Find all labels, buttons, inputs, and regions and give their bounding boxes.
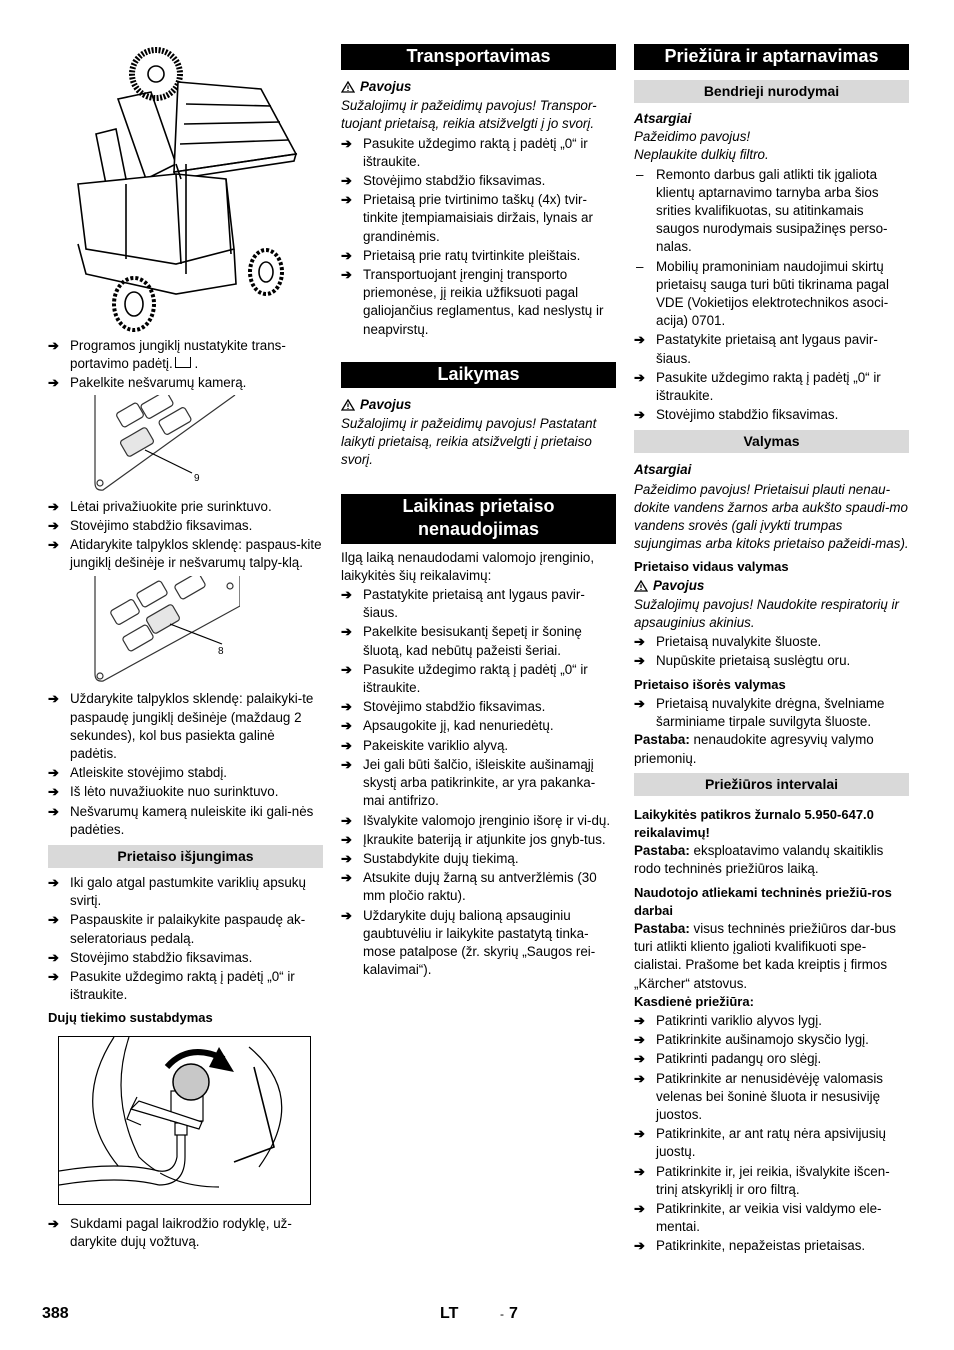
arrow-icon: ➔ — [341, 718, 352, 734]
step: ➔ Įkraukite bateriją ir atjunkite jos gnyb-tus. — [341, 831, 616, 849]
arrow-icon: ➔ — [341, 624, 352, 640]
arrow-icon: ➔ — [341, 850, 352, 866]
step: ➔ Stovėjimo stabdžio fiksavimas. — [48, 517, 323, 535]
step: ➔ Patikrinti variklio alyvos lygį. — [634, 1012, 909, 1030]
step: ➔ Transportuojant įrenginį transporto priemonėse, jį reikia užfiksuoti pagal galiojančius reglamentus, kad neslystų ir neapvirstų. — [341, 267, 604, 337]
arrow-icon: ➔ — [341, 587, 352, 603]
section-separator: - — [500, 1307, 504, 1321]
arrow-icon: ➔ — [341, 699, 352, 715]
arrow-icon: ➔ — [48, 517, 59, 533]
arrow-icon: ➔ — [341, 173, 352, 189]
steps-transport-position — [48, 337, 323, 393]
step: ➔ Sustabdykite dujų tiekimą. — [341, 850, 616, 868]
steps-close-hopper — [48, 690, 323, 839]
danger-label: Pavojus — [341, 396, 616, 414]
danger-label: Pavojus — [634, 577, 909, 595]
logbook-notice: Laikykitės patikros žurnalo 5.950-647.0 reikalavimų! — [634, 806, 874, 840]
step: ➔ Patikrinkite, ar ant ratų nėra apsivijusių juostų. — [634, 1126, 886, 1160]
section-page: 7 — [509, 1305, 518, 1322]
caution-label: Atsargiai — [634, 111, 692, 126]
step: ➔ Stovėjimo stabdžio fiksavimas. — [634, 406, 909, 424]
arrow-icon: ➔ — [634, 1051, 645, 1067]
column-right — [634, 44, 909, 1256]
steps-gas-valve — [48, 1215, 323, 1251]
dash-item: – Mobilių pramoniniam naudojimui skirtų prietaisų sauga turi būti tikrinama pagal VDE (Vokietijos elektrotechnikos asoci-acija) 0701. — [636, 258, 889, 329]
section-heading-storage: Laikymas — [341, 362, 616, 388]
arrow-icon: ➔ — [48, 912, 59, 928]
arrow-icon: ➔ — [634, 1126, 645, 1142]
steps-transport — [341, 135, 616, 339]
arrow-icon: ➔ — [48, 338, 59, 353]
caution-text: Pažeidimo pavojus! Prietaisui plauti nenau-dokite vandens žarnos arba aukšto spaudi-mo vandens srovės (gali įvykti trumpas sujungimas arba kitoks prietaiso pažeidi-mas). — [634, 481, 909, 552]
section-heading-shutdown: Prietaiso išjungimas — [48, 845, 323, 868]
transport-mode-icon — [175, 357, 191, 368]
danger-text: Sužalojimų ir pažeidimų pavojus! Transpor-tuojant prietaisą, reikia atsižvelgti į jo svorį. — [341, 98, 597, 132]
arrow-icon: ➔ — [634, 1012, 645, 1028]
section-heading-decommission: Laikinas prietaiso nenaudojimas — [341, 494, 616, 544]
arrow-icon: ➔ — [634, 653, 645, 669]
steps-approach-collector — [48, 498, 323, 573]
step: ➔ Prietaisą nuvalykite šluoste. — [634, 633, 909, 651]
step: ➔ Pakelkite besisukantį šepetį ir šoninę šluotą, kad nebūtų pažeisti šeriai. — [341, 624, 582, 658]
step: ➔ Atidarykite talpyklos sklendę: paspaus-kite jungiklį dešinėje ir nešvarumų talpy-klą. — [48, 537, 322, 571]
section-heading-general: Bendrieji nurodymai — [634, 80, 909, 103]
step: ➔ Lėtai privažiuokite prie surinktuvo. — [48, 498, 323, 516]
step: ➔ Pasukite uždegimo raktą į padėtį „0“ ir ištraukite. — [341, 135, 588, 169]
step: ➔ Nupūskite prietaisą suslėgtu oru. — [634, 652, 909, 670]
subheading-daily: Kasdienė priežiūra: — [634, 993, 754, 1009]
step: ➔ Paspauskite ir palaikykite paspaudę ak-seleratoriaus pedalą. — [48, 912, 306, 946]
step: ➔ Sukdami pagal laikrodžio rodyklę, už-darykite dujų vožtuvą. — [48, 1215, 292, 1249]
section-heading-transport: Transportavimas — [341, 44, 616, 70]
page-number: 388 — [42, 1305, 69, 1322]
decommission-intro: Ilgą laiką nenaudodami valomojo įrenginio, laikykitės šių reikalavimų: — [341, 549, 595, 583]
arrow-icon: ➔ — [341, 756, 352, 772]
arrow-icon: ➔ — [48, 949, 59, 965]
arrow-icon: ➔ — [634, 695, 645, 711]
step: ➔ Nešvarumų kamerą nuleiskite iki gali-nės padėties. — [48, 803, 314, 837]
arrow-icon: ➔ — [48, 691, 59, 707]
danger-text: Sužalojimų pavojus! Naudokite respiratorių ir apsauginius akinius. — [634, 596, 899, 631]
step: ➔ Pasukite uždegimo raktą į padėtį „0“ ir ištraukite. — [48, 969, 295, 1003]
subheading-gas-shutoff: Dujų tiekimo sustabdymas — [48, 1010, 213, 1026]
caution-label: Atsargiai — [634, 462, 692, 478]
arrow-icon: ➔ — [634, 1163, 645, 1179]
step: ➔ Pastatykite prietaisą ant lygaus pavir-šiaus. — [634, 332, 878, 366]
step: ➔ Iš lėto nuvažiuokite nuo surinktuvo. — [48, 783, 323, 801]
danger-text: Sužalojimų ir pažeidimų pavojus! Pastatant laikyti prietaisą, reikia atsižvelgti į prietaiso svorį. — [341, 416, 597, 468]
control-panel-figure-9 — [90, 395, 323, 495]
step: ➔ Atleiskite stovėjimo stabdį. — [48, 764, 323, 782]
column-left — [48, 44, 323, 1251]
note: Pastaba: visus techninės priežiūros dar-bus turi atlikti kliento įgalioti kvalifikuoti spe-cialistai. Prašome bet kada kreiptis į firmos „Kärcher“ atstovus. — [634, 920, 900, 991]
arrow-icon: ➔ — [341, 661, 352, 677]
arrow-icon: ➔ — [48, 784, 59, 800]
subheading-inner-cleaning: Prietaiso vidaus valymas — [634, 559, 789, 575]
arrow-icon: ➔ — [634, 369, 645, 385]
arrow-icon: ➔ — [48, 498, 59, 514]
gas-valve-illustration — [58, 1036, 311, 1205]
arrow-icon: ➔ — [48, 375, 59, 391]
arrow-icon: ➔ — [48, 765, 59, 781]
caution-line: Pažeidimo pavojus! — [634, 129, 751, 145]
arrow-icon: ➔ — [634, 1238, 645, 1254]
step: ➔ Prietaisą prie tvirtinimo taškų (4x) tvir-tinkite įtempiamaisiais diržais, lynais ar grandinėmis. — [341, 192, 593, 244]
arrow-icon: ➔ — [341, 870, 352, 886]
column-middle — [341, 44, 616, 979]
arrow-icon: ➔ — [341, 135, 352, 151]
steps-daily — [634, 1012, 909, 1256]
step: ➔ Patikrinkite, ar veikia visi valdymo ele-mentai. — [634, 1200, 882, 1235]
language-code: LT — [440, 1305, 459, 1322]
step: ➔ Išvalykite valomojo įrenginio išorę ir vi-dų. — [341, 812, 616, 830]
section-heading-intervals: Priežiūros intervalai — [634, 773, 909, 796]
step: ➔ Pasukite uždegimo raktą į padėtį „0“ ir ištraukite. — [341, 661, 588, 696]
arrow-icon: ➔ — [634, 634, 645, 650]
arrow-icon: ➔ — [341, 247, 352, 263]
step: ➔ Programos jungiklį nustatykite trans-portavimo padėtį. . — [48, 338, 286, 372]
step: ➔ Patikrinkite ir, jei reikia, išvalykite išcen-trinį atskyriklį ir oro filtrą. — [634, 1163, 890, 1197]
steps-shutdown — [48, 874, 323, 1004]
warning-triangle-icon — [341, 399, 355, 411]
arrow-icon: ➔ — [48, 1215, 59, 1231]
step: ➔ Stovėjimo stabdžio fiksavimas. — [48, 949, 323, 967]
note: Pastaba: nenaudokite agresyvių valymo priemonių. — [634, 732, 878, 766]
svg-text:8: 8 — [218, 646, 224, 658]
section-heading-cleaning: Valymas — [634, 430, 909, 453]
step: ➔ Uždarykite dujų balioną apsauginiu gaubtuvėliu ir laikykite pastatytą tinka-mose patalpose (žr. skyrių „Saugos rei-kalavimai“). — [341, 907, 596, 978]
step: ➔ Uždarykite talpyklos sklendę: palaikyki-te paspaudę jungiklį dešinėje (maždaug 2 sekundes), kol bus pasiekta galinė padėtis. — [48, 691, 314, 762]
arrow-icon: ➔ — [634, 332, 645, 348]
dash-item: – Remonto darbus gali atlikti tik įgaliota klientų aptarnavimo tarnyba arba šios srities kvalifikuotas, su atitinkamais saugos nurodymais susipažinęs perso-nalas. — [636, 166, 888, 255]
arrow-icon: ➔ — [634, 1200, 645, 1216]
arrow-icon: ➔ — [48, 803, 59, 819]
arrow-icon: ➔ — [634, 1032, 645, 1048]
step: ➔ Pakelkite nešvarumų kamerą. — [48, 374, 323, 392]
section-heading-maintenance: Priežiūra ir aptarnavimas — [634, 44, 909, 70]
step: ➔ Stovėjimo stabdžio fiksavimas. — [341, 698, 616, 716]
step: ➔ Stovėjimo stabdžio fiksavimas. — [341, 172, 616, 190]
control-panel-figure-8 — [90, 576, 323, 686]
subheading-outer-cleaning: Prietaiso išorės valymas — [634, 676, 786, 692]
arrow-icon: ➔ — [48, 969, 59, 985]
arrow-icon: ➔ — [634, 407, 645, 423]
step: ➔ Apsaugokite jį, kad nenuriedėtų. — [341, 717, 616, 735]
step: ➔ Patikrinkite, nepažeistas prietaisas. — [634, 1237, 909, 1255]
steps-decommission — [341, 586, 616, 979]
sweeper-illustration — [56, 44, 323, 336]
subheading-user-maintenance: Naudotojo atliekami techninės priežiū-ros darbai — [634, 884, 892, 918]
caution-line: Neplaukite dulkių filtro. — [634, 147, 769, 163]
warning-triangle-icon — [341, 81, 355, 93]
arrow-icon: ➔ — [341, 267, 352, 283]
arrow-icon: ➔ — [48, 875, 59, 891]
step: ➔ Patikrinti padangų oro slėgį. — [634, 1050, 909, 1068]
step: ➔ Pasukite uždegimo raktą į padėtį „0“ ir ištraukite. — [634, 369, 881, 404]
arrow-icon: ➔ — [341, 192, 352, 208]
step: ➔ Jei gali būti šalčio, išleiskite aušinamąjį skystį arba patikrinkite, ar yra pakanka-mai antifrizo. — [341, 756, 596, 809]
danger-label: Pavojus — [341, 78, 616, 96]
step: ➔ Pastatykite prietaisą ant lygaus pavir-šiaus. — [341, 587, 585, 621]
arrow-icon: ➔ — [634, 1070, 645, 1086]
svg-text:9: 9 — [194, 472, 200, 484]
step: ➔ Patikrinkite aušinamojo skysčio lygį. — [634, 1031, 909, 1049]
step: ➔ Iki galo atgal pastumkite variklių apsukų svirtį. — [48, 875, 306, 909]
step: ➔ Patikrinkite ar nenusidėvėję valomasis velenas bei šoninė šluota ir nesusiviję juostos. — [634, 1070, 884, 1122]
step: ➔ Pakeiskite variklio alyvą. — [341, 737, 616, 755]
arrow-icon: ➔ — [341, 812, 352, 828]
step: ➔ Prietaisą prie ratų tvirtinkite pleištais. — [341, 247, 616, 265]
warning-triangle-icon — [634, 580, 648, 592]
step: ➔ Atsukite dujų žarną su antveržlėmis (30 mm pločio raktu). — [341, 870, 597, 904]
arrow-icon: ➔ — [341, 831, 352, 847]
arrow-icon: ➔ — [341, 737, 352, 753]
arrow-icon: ➔ — [48, 537, 59, 553]
arrow-icon: ➔ — [341, 907, 352, 923]
step: ➔ Prietaisą nuvalykite drėgna, švelniame šarminiame tirpale suvilgyta šluoste. — [634, 695, 885, 730]
note: Pastaba: eksploatavimo valandų skaitiklis rodo techninės priežiūros laiką. — [634, 843, 888, 877]
